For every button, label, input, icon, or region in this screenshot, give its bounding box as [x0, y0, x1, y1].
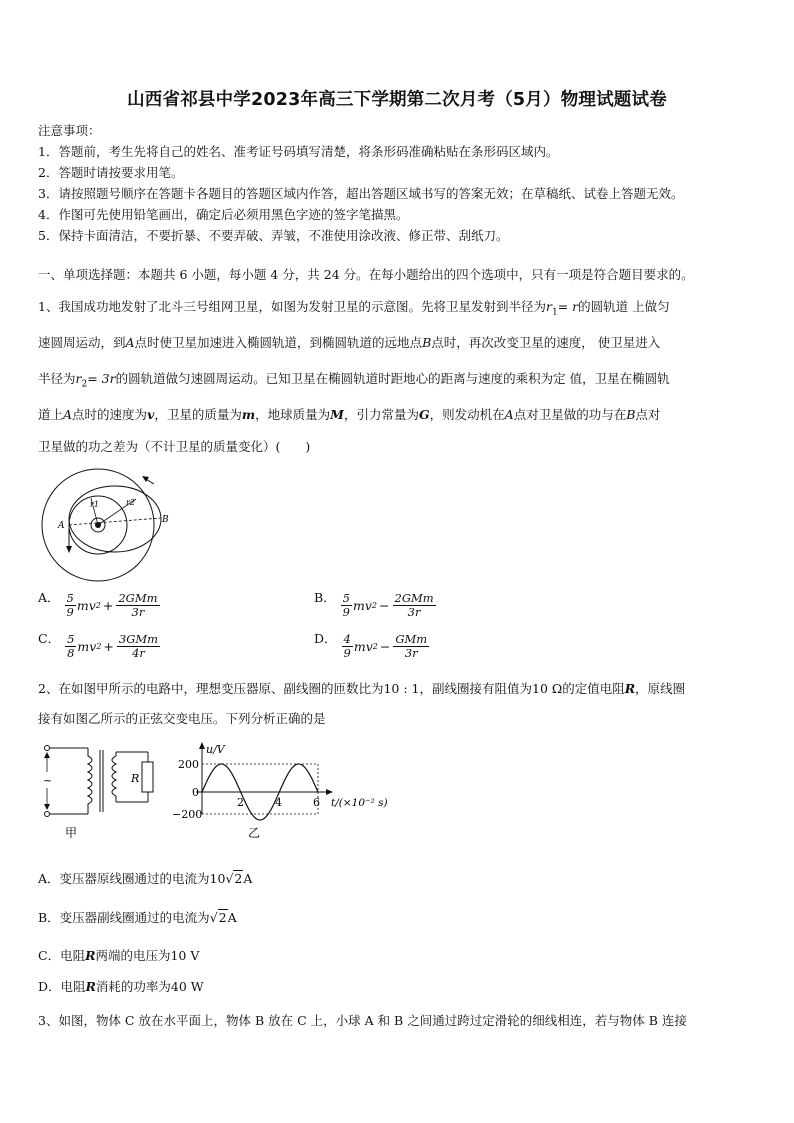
- label-r1: r1: [90, 500, 99, 509]
- voltage-graph: [166, 740, 396, 842]
- q1-line-5: 卫星做的功之差为（不计卫星的质量变化）( ): [38, 439, 311, 454]
- q3-line-1: 3、如图，物体 C 放在水平面上，物体 B 放在 C 上，小球 A 和 B 之间通过跨过定滑轮的细线相连，若与物体 B 连接: [38, 1013, 687, 1028]
- q1-line-3: 半径为$r_2= 3r$的圆轨道做匀速圆周运动。已知卫星在椭圆轨道时距地心的距离与速度的乘积为定 值，卫星在椭圆轨: [38, 371, 670, 390]
- tick-x-2: 2: [237, 796, 244, 809]
- label-B: B: [162, 515, 169, 525]
- figure-yi-label: 乙: [248, 826, 261, 840]
- q2-option-b: B．变压器副线圈通过的电流为√2A: [38, 910, 237, 925]
- x-axis-label: t/(×10⁻² s): [331, 797, 388, 809]
- tick-0: 0: [192, 786, 199, 799]
- tick-200: 200: [178, 758, 199, 771]
- q1-option-b: B． $\frac{5}{9}$ mv 2 − $\frac{\text{2GMm}}{3r}$: [314, 590, 434, 619]
- orbit-diagram: [36, 468, 171, 586]
- q2-option-a: A．变压器原线圈通过的电流为10√2A: [38, 871, 253, 886]
- notice-item-2: 2．答题时请按要求用笔。: [38, 165, 184, 180]
- q1-line-2: 速圆周运动，到A点时使卫星加速进入椭圆轨道，到椭圆轨道的远地点B点时，再次改变卫星的速度， 使卫星进入: [38, 335, 661, 350]
- q1-line-1: 1、我国成功地发射了北斗三号组网卫星，如图为发射卫星的示意图。先将卫星发射到半径为$r_1= r$的圆轨道 上做匀: [38, 299, 670, 318]
- label-A: A: [58, 521, 65, 531]
- q1-option-a: A． $\frac{5}{9}$ mv 2 + $\frac{\text{2GMm}}{3r}$: [38, 590, 158, 619]
- label-r2: r2: [126, 498, 135, 507]
- notice-item-1: 1．答题前，考生先将自己的姓名、准考证号码填写清楚，将条形码准确粘贴在条形码区域内。: [38, 144, 559, 159]
- tick-minus-200: −200: [172, 808, 203, 821]
- q2-line-1: 2、在如图甲所示的电路中，理想变压器原、副线圈的匝数比为10 : 1，副线圈接有阻值为10 Ω的定值电阻R，原线圈: [38, 681, 686, 696]
- secondary-coil: [112, 756, 116, 796]
- figure-jia-label: 甲: [65, 826, 78, 840]
- q1-option-d: D． $\frac{4}{9}$ mv 2 − $\frac{\text{GMm}}{3r}$: [314, 631, 428, 660]
- q1-option-c: C． $\frac{5}{8}$ mv 2 + $\frac{\text{3GMm}}{4r}$: [38, 631, 159, 660]
- resistor-label: R: [131, 772, 140, 785]
- q2-option-c: C．电阻R两端的电压为10 V: [38, 948, 200, 963]
- notice-item-4: 4．作图可先使用铅笔画出，确定后必须用黑色字迹的签字笔描黑。: [38, 207, 409, 222]
- elliptical-orbit: [69, 486, 161, 552]
- q2-line-2: 接有如图乙所示的正弦交变电压。下列分析正确的是: [38, 711, 326, 726]
- ac-source-icon: ~: [43, 774, 53, 787]
- resistor: [142, 762, 153, 792]
- section-heading: 一、单项选择题：本题共 6 小题，每小题 4 分，共 24 分。在每小题给出的四个选项中，只有一项是符合题目要求的。: [38, 267, 694, 282]
- tick-x-4: 4: [275, 796, 282, 809]
- y-axis-label: u/V: [206, 743, 225, 756]
- notice-item-5: 5．保持卡面清洁，不要折暴、不要弄破、弄皱，不准使用涂改液、修正带、刮纸刀。: [38, 228, 509, 243]
- q2-option-d: D．电阻R消耗的功率为40 W: [38, 979, 204, 994]
- notice-item-3: 3．请按照题号顺序在答题卡各题目的答题区域内作答，超出答题区域书写的答案无效；在草稿纸、试卷上答题无效。: [38, 186, 684, 201]
- page-title: 山西省祁县中学2023年高三下学期第二次月考（5月）物理试题试卷: [127, 90, 667, 110]
- primary-coil: [88, 748, 92, 814]
- transformer-circuit: [38, 742, 163, 840]
- q1-line-4: 道上A点时的速度为v，卫星的质量为m，地球质量为M，引力常量为G，则发动机在A点对卫星做的功与在B点对: [38, 407, 661, 422]
- tick-x-6: 6: [313, 796, 320, 809]
- notice-heading: 注意事项：: [38, 123, 101, 138]
